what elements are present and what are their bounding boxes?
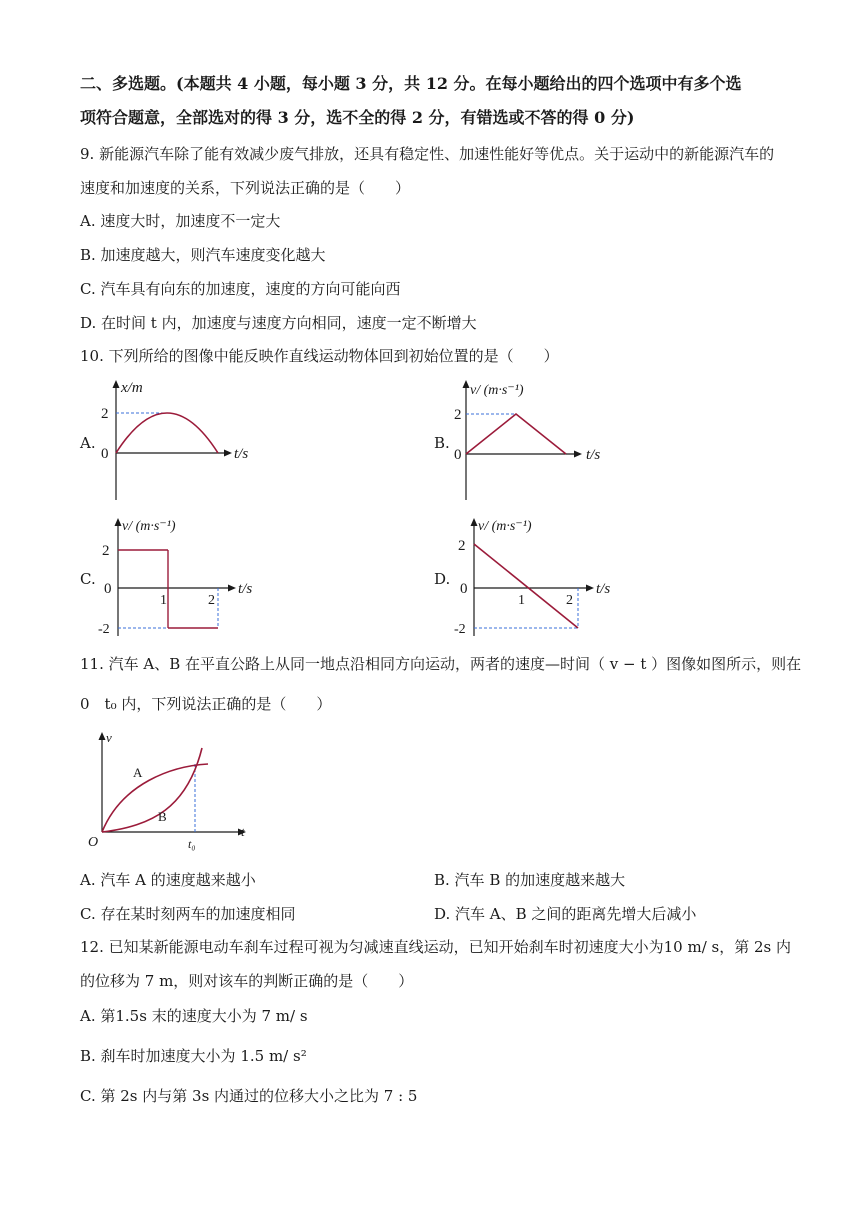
origin-label: O [88,835,99,850]
v-axis-label: v [106,730,112,745]
q10-option-b-label: B. [434,434,450,452]
q9-option-c: C. 汽车具有向东的加速度，速度的方向可能向西 [80,280,401,298]
q12-option-c: C. 第 2s 内与第 3s 内通过的位移大小之比为 7 : 5 [80,1087,418,1105]
curve-a [102,764,208,832]
q10-graph-a [96,378,276,504]
y-axis-label: v/ (m·s⁻¹) [478,519,532,534]
q11-option-a: A. 汽车 A 的速度越来越小 [80,871,256,889]
origin-label: 0 [104,581,112,597]
q9-option-d: D. 在时间 t 内，加速度与速度方向相同，速度一定不断增大 [80,314,477,332]
y-axis-arrow [115,518,122,526]
q10-graph-d [452,512,632,638]
x-axis-label: t/s [234,446,249,462]
tick-x2: 2 [566,593,573,608]
tick-2: 2 [101,406,109,422]
q10-graph-c [96,512,276,638]
q11-stem-line2: 0 t₀ 内，下列说法正确的是（ ） [80,695,332,713]
section-header-line1: 二、多选题。(本题共 4 小题，每小题 3 分，共 12 分。在每小题给出的四个选项中有多个选 [80,74,742,93]
curve-a-label: A [133,765,143,780]
tick-2: 2 [102,543,110,559]
tick-2: 2 [458,538,466,554]
v-t-line [474,544,578,628]
t-axis-label: t [241,824,245,839]
x-axis-arrow [574,451,582,458]
x-axis-arrow [224,450,232,457]
tick-2: 2 [454,407,462,423]
x-axis-arrow [586,585,594,592]
origin-label: 0 [460,581,468,597]
y-axis-label: x/m [121,380,143,396]
tick-x1: 1 [518,593,525,608]
x-axis-arrow [228,585,236,592]
q10-option-a-label: A. [80,434,96,452]
curve-b [102,748,202,832]
q11-option-b: B. 汽车 B 的加速度越来越大 [434,871,626,889]
q11-graph [82,728,262,852]
v-t-line [466,414,566,454]
x-t-curve [116,413,218,453]
q11-option-d: D. 汽车 A、B 之间的距离先增大后减小 [434,905,697,923]
curve-b-label: B [158,809,167,824]
q9-option-b: B. 加速度越大，则汽车速度变化越大 [80,246,326,264]
q12-option-a: A. 第1.5s 末的速度大小为 7 m/ s [80,1007,308,1025]
tick-neg2: -2 [454,622,466,637]
q9-stem-line1: 9. 新能源汽车除了能有效减少废气排放，还具有稳定性、加速性能好等优点。关于运动中的新能源汽车的 [80,145,775,163]
q11-option-c: C. 存在某时刻两车的加速度相同 [80,905,296,923]
tick-x1: 1 [160,593,167,608]
q10-option-c-label: C. [80,570,96,588]
tick-neg2: -2 [98,622,110,637]
q12-stem-line2: 的位移为 7 m，则对该车的判断正确的是（ ） [80,972,414,990]
y-axis-arrow [471,518,478,526]
t0-label: t₀ [188,837,196,851]
origin-label: 0 [101,446,109,462]
q10-graph-b [450,378,630,504]
section-header-line2: 项符合题意，全部选对的得 3 分，选不全的得 2 分，有错选或不答的得 0 分) [80,108,635,127]
q9-stem-line2: 速度和加速度的关系，下列说法正确的是（ ） [80,179,411,197]
v-axis-arrow [99,732,106,740]
y-axis-label: v/ (m·s⁻¹) [470,383,524,398]
tick-x2: 2 [208,593,215,608]
origin-label: 0 [454,447,462,463]
y-axis-label: v/ (m·s⁻¹) [122,519,176,534]
y-axis-arrow [113,380,120,388]
x-axis-label: t/s [586,447,601,463]
q9-option-a: A. 速度大时，加速度不一定大 [80,212,281,230]
q12-stem-line1: 12. 已知某新能源电动车刹车过程可视为匀减速直线运动，已知开始刹车时初速度大小为10 m/ s，第 2s 内 [80,938,792,956]
x-axis-label: t/s [238,581,253,597]
q11-stem-line1: 11. 汽车 A、B 在平直公路上从同一地点沿相同方向运动，两者的速度—时间（ v − t ）图像如图所示，则在 [80,655,802,673]
q10-option-d-label: D. [434,570,451,588]
q12-option-b: B. 刹车时加速度大小为 1.5 m/ s² [80,1047,307,1065]
q10-stem: 10. 下列所给的图像中能反映作直线运动物体回到初始位置的是（ ） [80,347,559,365]
y-axis-arrow [463,380,470,388]
x-axis-label: t/s [596,581,611,597]
